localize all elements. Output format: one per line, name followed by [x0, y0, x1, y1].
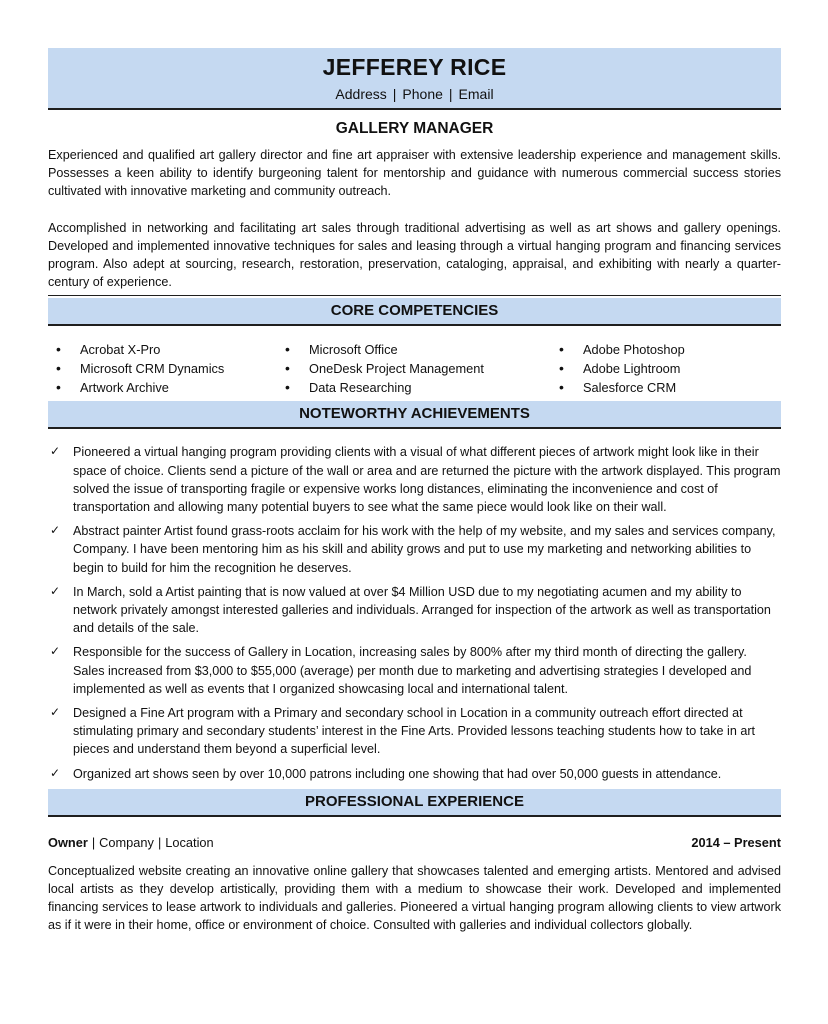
competencies-column: [48, 340, 277, 397]
job-header: [48, 834, 781, 852]
resume-page: [48, 48, 781, 935]
job-location: Location: [165, 834, 214, 850]
contact-email: Email: [458, 86, 494, 102]
competency-item: • Microsoft Office: [277, 340, 551, 359]
checkmark-icon: ✓: [50, 583, 61, 598]
job-role: Owner: [48, 834, 88, 850]
header-band: [48, 48, 781, 110]
candidate-name: JEFFEREY RICE: [322, 54, 507, 80]
section-heading-competencies: CORE COMPETENCIES: [48, 298, 781, 326]
job-company: Company: [99, 834, 154, 850]
achievement-text: Responsible for the success of Gallery in Location, increasing sales by 800% after my third month of directing the gallery. Sales increased from $3,000 to $55,000 (average) per month due to marketing and advertising strategies I developed and implemented as well as events that I organized showcasing local and international talent.: [73, 645, 752, 696]
job-separator: |: [157, 834, 162, 850]
summary-paragraph: Accomplished in networking and facilitating art sales through traditional advertising as well as art shows and gallery openings. Developed and implemented innovative techniques for sales and leasing through a virtual hanging program and financing services program. Also adept at sourcing, research, restoration, preservation, cataloging, appraisal, and exhibiting with nearly a quarter-century of experience.: [48, 220, 781, 290]
job-dates: 2014 – Present: [691, 834, 781, 850]
contact-address: Address: [335, 86, 387, 102]
competency-item: • Microsoft CRM Dynamics: [48, 359, 277, 378]
divider: [48, 295, 781, 296]
competencies-list: [48, 340, 781, 397]
competency-item: • Data Researching: [277, 378, 551, 397]
achievement-item: [48, 765, 781, 783]
achievement-text: Abstract painter Artist found grass-roots acclaim for his work with the help of my website, and my sales and services company, Company. I have been mentoring him as his skill and ability grows and put to use my marketing and networking abilities to begin to build for him the recognition he deserves.: [73, 524, 776, 575]
checkmark-icon: ✓: [50, 523, 61, 538]
job-role-line: [48, 834, 214, 852]
job-title: GALLERY MANAGER: [335, 120, 494, 137]
achievement-text: In March, sold a Artist painting that is now valued at over $4 Million USD due to my negotiating acumen and my ability to network privately amongst interested galleries and individuals. Arranged for inspection of the artwork as well as transportation and details of the sale.: [73, 584, 771, 636]
contact-phone: Phone: [402, 86, 443, 102]
achievement-text: Designed a Fine Art program with a Primary and secondary school in Location in a community outreach effort directed at stimulating primary and secondary students’ interest in the Fine Arts. Provided lessons teaching students how to take in art pieces and understand them beyond a superficial level.: [73, 706, 756, 757]
job-separator: |: [91, 834, 96, 850]
achievements-list: [48, 443, 781, 782]
checkmark-icon: ✓: [50, 705, 61, 720]
section-heading-achievements: NOTEWORTHY ACHIEVEMENTS: [48, 401, 781, 429]
achievement-item: [48, 704, 781, 759]
checkmark-icon: ✓: [50, 765, 61, 780]
competencies-column: [277, 340, 551, 397]
achievement-item: [48, 643, 781, 698]
competency-item: • Adobe Photoshop: [551, 340, 781, 359]
section-heading-experience: PROFESSIONAL EXPERIENCE: [48, 789, 781, 817]
achievement-item: [48, 443, 781, 516]
job-description: Conceptualized website creating an innovative online gallery that showcases talented and emerging artists. Mentored and advised local artists as they develop artistically, providing them with a medium to showcase their work. Developed and implemented financing services to lease artwork to individuals and galleries. Pioneered a virtual hanging program allowing clients to view artwork as if it were in their home, office or environment of choice. Consulted with galleries and individual collectors globally.: [48, 863, 781, 933]
achievement-text: Organized art shows seen by over 10,000 patrons including one showing that had over 50,000 guests in attendance.: [73, 766, 722, 781]
checkmark-icon: ✓: [50, 444, 61, 459]
contact-separator: |: [392, 86, 397, 102]
achievement-item: [48, 522, 781, 577]
achievement-text: Pioneered a virtual hanging program providing clients with a visual of what different pieces of artwork might look like in their space of choice. Clients send a picture of the wall or area and are returned the picture with the artwork displayed. This program solved the issue of transporting fragile or expensive works long distances, eliminating the inconvenience and cost of transportation and allowing many potential buyers to see what the same piece would look like on their wall.: [73, 445, 781, 515]
contact-line: [48, 84, 781, 104]
competencies-column: [551, 340, 781, 397]
competency-item: • OneDesk Project Management: [277, 359, 551, 378]
competency-item: • Adobe Lightroom: [551, 359, 781, 378]
summary-paragraph: Experienced and qualified art gallery director and fine art appraiser with extensive leadership experience and management skills. Possesses a keen ability to identify burgeoning talent for mentorship and guidance with numerous commercial success stories cultivated with innovative marketing and community outreach.: [48, 148, 781, 199]
competency-item: • Artwork Archive: [48, 378, 277, 397]
achievement-item: [48, 583, 781, 638]
competency-item: • Salesforce CRM: [551, 378, 781, 397]
checkmark-icon: ✓: [50, 644, 61, 659]
competency-item: • Acrobat X-Pro: [48, 340, 277, 359]
contact-separator: |: [448, 86, 453, 102]
